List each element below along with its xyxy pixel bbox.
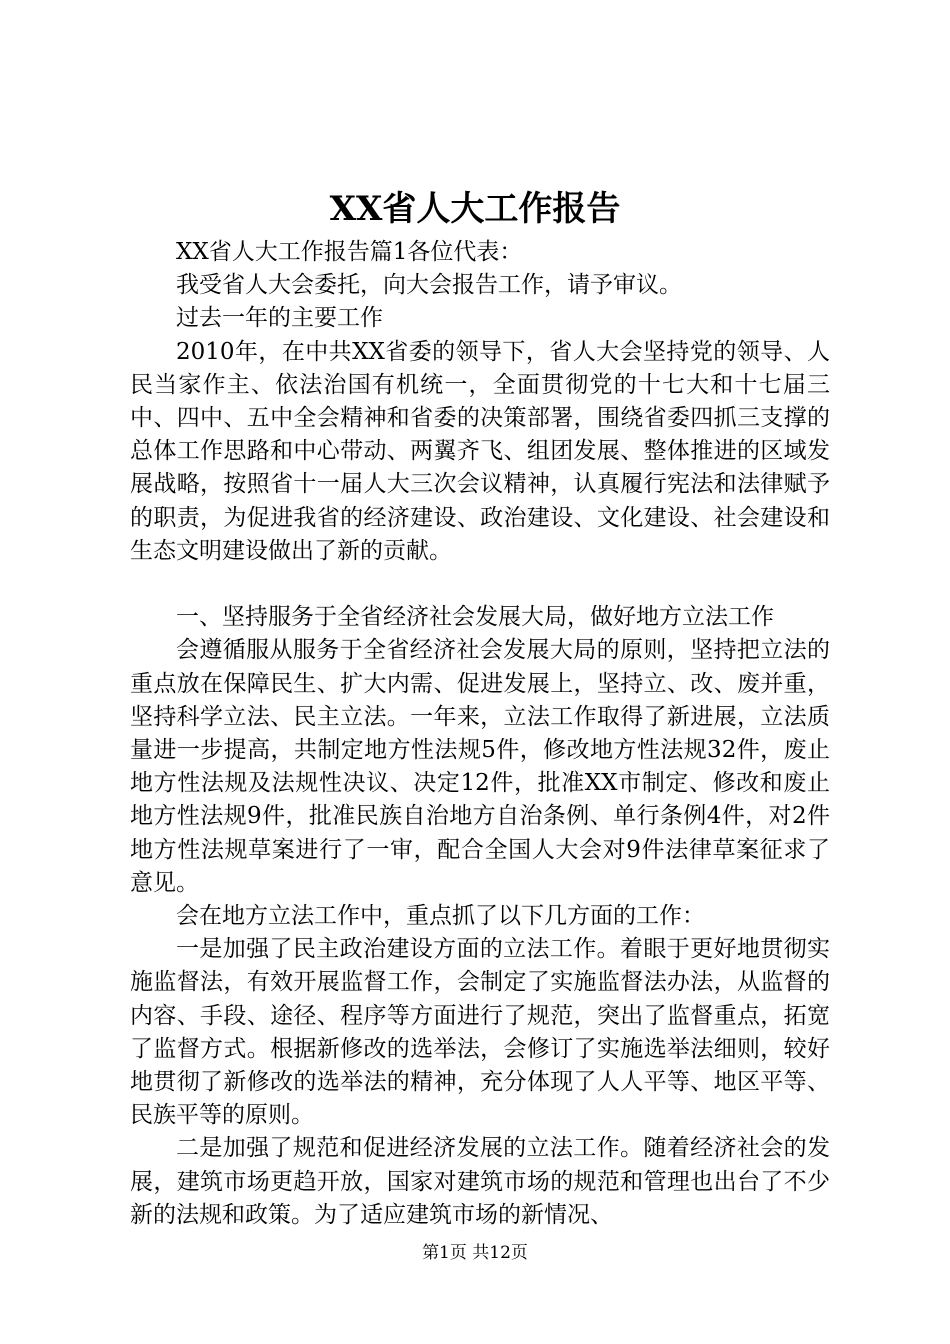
paragraph-overview: 2010年，在中共XX省委的领导下，省人大会坚持党的领导、人民当家作主、依法治国有机统一，全面贯彻党的十七大和十七届三中、四中、五中全会精神和省委的决策部署，围绕省委四抓三支撑的总体工作思路和中心带动、两翼齐飞、组团发展、整体推进的区域发展战略，按照省十一届人大三次会议精神，认真履行宪法和法律赋予的职责，为促进我省的经济建设、政治建设、文化建设、社会建设和生态文明建设做出了新的贡献。 [130, 338, 830, 564]
paragraph-spacer [130, 568, 830, 601]
paragraph-legislation-summary: 会遵循服从服务于全省经济社会发展大局的原则，坚持把立法的重点放在保障民生、扩大内需、促进发展上，坚持立、改、废并重，坚持科学立法、民主立法。一年来，立法工作取得了新进展，立法质量进一步提高，共制定地方性法规5件，修改地方性法规32件，废止地方性法规及法规性决议、决定12件，批准XX市制定、修改和废止地方性法规9件，批准民族自治地方自治条例、单行条例4件，对2件地方性法规草案进行了一审，配合全国人大会对9件法律草案征求了意见。 [130, 637, 830, 896]
paragraph-intro: 我受省人大会委托，向大会报告工作，请予审议。 [176, 272, 682, 299]
document-title: XX省人大工作报告 [329, 189, 621, 229]
paragraph-economy-legislation: 二是加强了规范和促进经济发展的立法工作。随着经济社会的发展，建筑市场更趋开放，国家对建筑市场的规范和管理也出台了不少新的法规和政策。为了适应建筑市场的新情况、 [130, 1135, 830, 1228]
section-heading-main-work: 过去一年的主要工作 [176, 305, 383, 332]
paragraph-greeting: XX省人大工作报告篇1各位代表： [176, 239, 523, 265]
page-number: 第1页 共12页 [422, 1243, 528, 1263]
section-heading-legislation: 一、坚持服务于全省经济社会发展大局，做好地方立法工作 [176, 604, 774, 631]
paragraph-democracy-legislation: 一是加强了民主政治建设方面的立法工作。着眼于更好地贯彻实施监督法，有效开展监督工作，会制定了实施监督法办法，从监督的内容、手段、途径、程序等方面进行了规范，突出了监督重点，拓宽了监督方式。根据新修改的选举法，会修订了实施选举法细则，较好地贯彻了新修改的选举法的精神，充分体现了人人平等、地区平等、民族平等的原则。 [130, 936, 830, 1129]
document-body [130, 236, 830, 1232]
paragraph-legislation-focus: 会在地方立法工作中，重点抓了以下几方面的工作： [176, 903, 705, 930]
